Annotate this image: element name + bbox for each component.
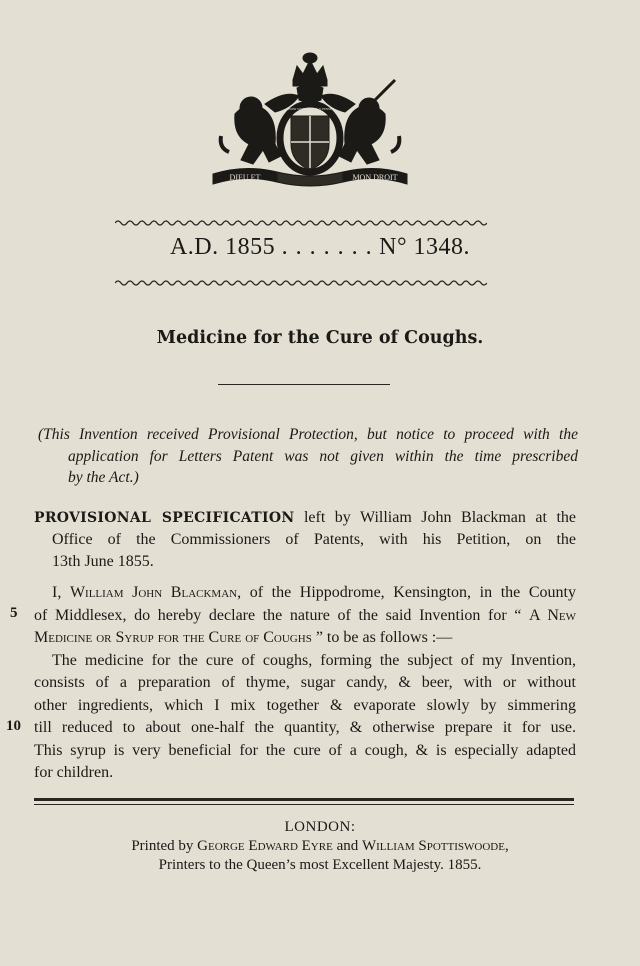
- imprint-place: LONDON:: [284, 819, 356, 835]
- imprint-text: Printed by: [131, 838, 198, 854]
- patent-number: N° 1348.: [379, 234, 471, 260]
- provisional-specification: [34, 507, 576, 573]
- patent-number-line: [0, 234, 640, 261]
- invention-title-sc: Medicine or Syrup for the Cure of Coughs: [34, 629, 312, 646]
- imprint-text: ,: [504, 838, 509, 854]
- imprint: [0, 818, 640, 875]
- footer-rule-thin: [34, 804, 574, 805]
- line-number-5: 5: [10, 605, 18, 621]
- note-line-3: by the Act.): [68, 469, 139, 486]
- printer-name-2: William Spottiswoode: [361, 838, 505, 854]
- invention-title-sc: A New: [529, 606, 577, 624]
- body-line-3: [34, 627, 576, 650]
- crest-garter-text: HONI SOIT QUI MAL Y PENSE: [288, 107, 332, 111]
- body-line-9: for children.: [34, 764, 114, 781]
- imprint-text: and: [332, 838, 362, 854]
- body-text-fragment: ” to be as follows :—: [311, 629, 453, 646]
- line-number-10: 10: [6, 718, 21, 734]
- body-line-6: other ingredients, which I mix together & evaporate slowly by simmering: [34, 696, 576, 714]
- body-text-fragment: , of the Hippodrome, Kensington, in the County: [237, 584, 576, 601]
- body-line-8: This syrup is very beneficial for the cure of a cough, & is especially adapted: [34, 741, 576, 759]
- royal-coat-of-arms-icon: [205, 52, 415, 188]
- printer-name-1: George Edward Eyre: [197, 838, 333, 854]
- specification-line-3: 13th June 1855.: [52, 553, 154, 570]
- document-title: Medicine for the Cure of Coughs.: [156, 328, 484, 348]
- body-line-4: The medicine for the cure of coughs, forming the subject of my Invention,: [52, 651, 576, 669]
- note-line-1: (This Invention received Provisional Protection, but notice to proceed with the: [38, 426, 578, 443]
- specification-line-1: left by William John Blackman at the: [294, 509, 576, 526]
- specification-body: [34, 582, 576, 785]
- imprint-line-1: [0, 837, 640, 856]
- wavy-rule-top: [115, 219, 487, 227]
- body-line-5: consists of a preparation of thyme, sugar candy, & beer, with or without: [34, 674, 576, 691]
- short-divider: [218, 384, 390, 385]
- imprint-line-2: Printers to the Queen’s most Excellent Majesty. 1855.: [158, 857, 482, 873]
- specification-line-2: Office of the Commissioners of Patents, with his Petition, on the: [52, 531, 576, 548]
- body-line-7: till reduced to about one-half the quantity, & otherwise prepare it for use.: [34, 719, 576, 736]
- specification-heading: PROVISIONAL SPECIFICATION: [34, 510, 295, 526]
- note-line-2: application for Letters Patent was not given within the time prescribed: [68, 447, 578, 465]
- ad-year: A.D. 1855: [169, 234, 276, 260]
- body-line-1: [34, 582, 576, 605]
- crest-motto-right: MON DROIT: [352, 173, 398, 182]
- inventor-name: William John Blackman: [69, 584, 238, 601]
- provisional-protection-note: [38, 424, 578, 489]
- wavy-rule-bottom: [115, 279, 487, 287]
- footer-rule-thick: [34, 798, 574, 801]
- body-text-fragment: of Middlesex, do hereby declare the nature of the said Invention for “: [34, 606, 530, 624]
- body-line-2: [34, 605, 576, 628]
- dotted-leader: . . . . . . .: [281, 234, 373, 260]
- crest-motto-left: DIEU ET: [229, 173, 261, 182]
- body-text-fragment: I,: [52, 584, 70, 601]
